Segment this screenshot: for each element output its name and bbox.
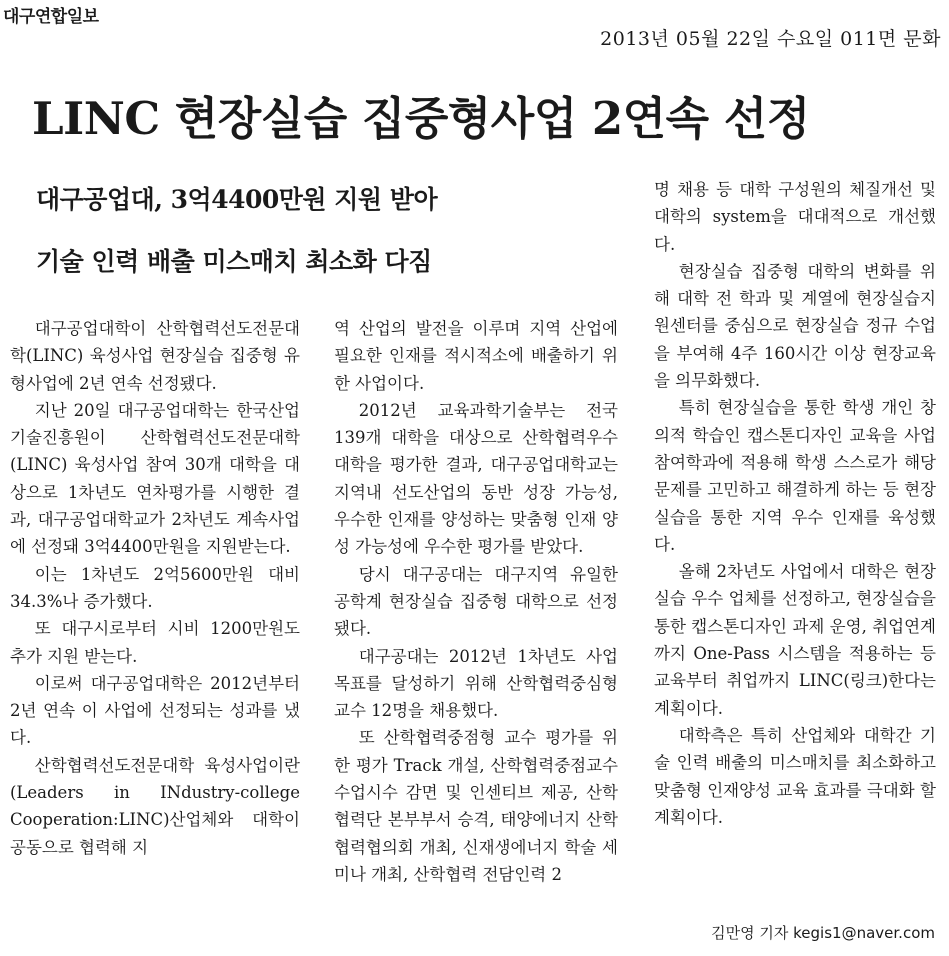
body-paragraph: 역 산업의 발전을 이루며 지역 산업에 필요한 인재를 적시적소에 배출하기 위한 사업이다.	[334, 319, 618, 393]
body-paragraph: 지난 20일 대구공업대학는 한국산업기술진흥원이 산학협력선도전문대학(LINC) 육성사업 참여 30개 대학을 대상으로 1차년도 연차평가를 시행한 결과, 대구공업대학교가 2차년도 계속사업에 선정돼 3억4400만원을 지원받는다.	[10, 400, 300, 557]
body-paragraph: 또 산학협력중점형 교수 평가를 위한 평가 Track 개설, 산학협력중점교수 수업시수 감면 및 인센티브 제공, 산학협력단 본부부서 승격, 태양에너지 산학협력협의회 개최, 신재생에너지 학술 세미나 개최, 산학협력 전담인력 2	[334, 728, 618, 884]
article-subheadline-2: 기술 인력 배출 미스매치 최소화 다짐	[36, 247, 432, 276]
body-paragraph: 특히 현장실습을 통한 학생 개인 창의적 학습인 캡스톤디자인 교육을 사업 참여학과에 적용해 학생 스스로가 해당 문제를 고민하고 해결하게 하는 등 현장실습을 통한 지역 우수 인재를 육성했다.	[654, 398, 936, 554]
body-paragraph: 당시 대구공대는 대구지역 유일한 공학계 현장실습 집중형 대학으로 선정됐다.	[334, 564, 618, 639]
article-column-3	[654, 176, 936, 831]
article-column-2	[334, 315, 618, 888]
body-paragraph: 산학협력선도전문대학 육성사업이란(Leaders in INdustry-college Cooperation:LINC)산업체와 대학이 공동으로 협력해 지	[10, 755, 300, 857]
publication-dateline: 2013년 05월 22일 수요일 011면 문화	[600, 28, 941, 50]
article-column-1	[10, 315, 300, 861]
body-paragraph: 대학측은 특히 산업체와 대학간 기술 인력 배출의 미스매치를 최소화하고 맞춤형 인재양성 교육 효과를 극대화 할 계획이다.	[654, 725, 936, 827]
reporter-byline: 김만영 기자 kegis1@naver.com	[711, 924, 935, 942]
body-paragraph: 이로써 대구공업대학은 2012년부터 2년 연속 이 사업에 선정되는 성과를 냈다.	[10, 673, 300, 748]
body-paragraph: 2012년 교육과학기술부는 전국 139개 대학을 대상으로 산학협력우수대학을 평가한 결과, 대구공업대학교는 지역내 선도산업의 동반 성장 가능성, 우수한 인재를 양성하는 맞춤형 인재 양성 가능성에 우수한 평가를 받았다.	[334, 400, 618, 557]
article-headline: LINC 현장실습 집중형사업 2연속 선정	[32, 92, 810, 145]
body-paragraph: 또 대구시로부터 시비 1200만원도 추가 지원 받는다.	[10, 619, 300, 666]
body-paragraph: 이는 1차년도 2억5600만원 대비 34.3%나 증가했다.	[10, 564, 300, 611]
body-paragraph: 올해 2차년도 사업에서 대학은 현장실습 우수 업체를 선정하고, 현장실습을 통한 캡스톤디자인 과제 운영, 취업연계까지 One-Pass 시스템을 적용하는 등 교육부터 취업까지 LINC(링크)한다는 계획이다.	[654, 562, 936, 718]
body-paragraph: 명 채용 등 대학 구성원의 체질개선 및 대학의 system을 대대적으로 개선했다.	[654, 180, 936, 254]
body-paragraph: 대구공대는 2012년 1차년도 사업 목표를 달성하기 위해 산학협력중심형 교수 12명을 채용했다.	[334, 646, 618, 721]
body-paragraph: 대구공업대학이 산학협력선도전문대학(LINC) 육성사업 현장실습 집중형 유형사업에 2년 연속 선정됐다.	[10, 319, 300, 393]
newspaper-masthead: 대구연합일보	[3, 7, 99, 27]
body-paragraph: 현장실습 집중형 대학의 변화를 위해 대학 전 학과 및 계열에 현장실습지원센터를 중심으로 현장실습 정규 수업을 부여해 4주 160시간 이상 현장교육을 의무화했다.	[654, 261, 936, 391]
article-subheadline-1: 대구공업대, 3억4400만원 지원 받아	[36, 185, 438, 214]
